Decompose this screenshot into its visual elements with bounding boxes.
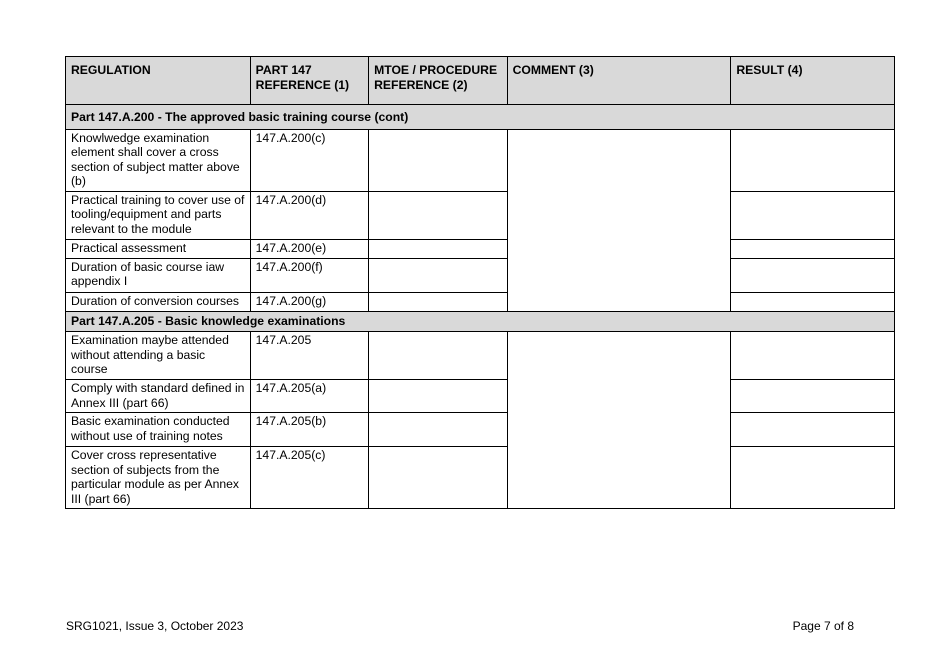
compliance-checklist-table [65,56,895,509]
mtoe-cell[interactable] [369,413,508,447]
table-row [66,332,895,380]
comment-cell[interactable] [507,129,731,311]
table-header-row [66,57,895,105]
mtoe-cell[interactable] [369,447,508,509]
regulation-cell: Knowlwedge examination element shall cover a cross section of subject matter above (b) [66,129,251,191]
reference-cell: 147.A.200(d) [250,191,368,239]
footer-document-reference: SRG1021, Issue 3, October 2023 [66,619,244,633]
header-regulation: REGULATION [66,57,251,105]
mtoe-cell[interactable] [369,239,508,258]
reference-cell: 147.A.200(g) [250,292,368,311]
section-header-row [66,311,895,332]
reference-cell: 147.A.200(c) [250,129,368,191]
reference-cell: 147.A.200(e) [250,239,368,258]
result-cell[interactable] [731,292,895,311]
regulation-cell: Cover cross representative section of subjects from the particular module as per Annex III (part 66) [66,447,251,509]
section-header-row [66,105,895,130]
mtoe-cell[interactable] [369,380,508,413]
header-mtoe-reference: MTOE / PROCEDURE REFERENCE (2) [369,57,508,105]
header-part147-reference: PART 147 REFERENCE (1) [250,57,368,105]
section-title: Part 147.A.200 - The approved basic training course (cont) [66,105,895,130]
result-cell[interactable] [731,447,895,509]
table-row [66,191,895,239]
result-cell[interactable] [731,239,895,258]
regulation-cell: Practical assessment [66,239,251,258]
table-row [66,129,895,191]
header-comment: COMMENT (3) [507,57,731,105]
regulation-cell: Practical training to cover use of tooling/equipment and parts relevant to the module [66,191,251,239]
table-row [66,380,895,413]
regulation-cell: Duration of conversion courses [66,292,251,311]
result-cell[interactable] [731,413,895,447]
table-row [66,258,895,292]
mtoe-cell[interactable] [369,332,508,380]
regulation-cell: Comply with standard defined in Annex III (part 66) [66,380,251,413]
result-cell[interactable] [731,332,895,380]
table-row [66,239,895,258]
mtoe-cell[interactable] [369,129,508,191]
result-cell[interactable] [731,258,895,292]
result-cell[interactable] [731,129,895,191]
reference-cell: 147.A.205 [250,332,368,380]
comment-cell[interactable] [507,332,731,509]
table-row [66,413,895,447]
regulation-cell: Duration of basic course iaw appendix I [66,258,251,292]
reference-cell: 147.A.205(b) [250,413,368,447]
header-result: RESULT (4) [731,57,895,105]
reference-cell: 147.A.200(f) [250,258,368,292]
mtoe-cell[interactable] [369,258,508,292]
result-cell[interactable] [731,191,895,239]
table-row [66,447,895,509]
reference-cell: 147.A.205(c) [250,447,368,509]
mtoe-cell[interactable] [369,292,508,311]
regulation-cell: Basic examination conducted without use of training notes [66,413,251,447]
result-cell[interactable] [731,380,895,413]
table-row [66,292,895,311]
mtoe-cell[interactable] [369,191,508,239]
reference-cell: 147.A.205(a) [250,380,368,413]
regulation-cell: Examination maybe attended without attending a basic course [66,332,251,380]
footer-page-number: Page 7 of 8 [792,619,854,633]
section-title: Part 147.A.205 - Basic knowledge examinations [66,311,895,332]
